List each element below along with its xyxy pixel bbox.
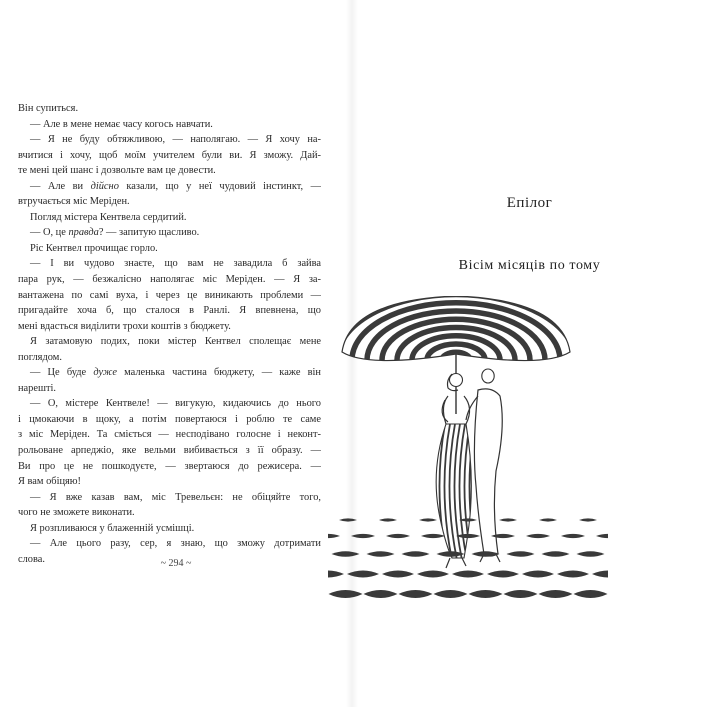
wave-shape xyxy=(339,518,357,521)
text-line: вантажена по самі вуха, і через це виникають проблеми — xyxy=(18,289,321,301)
wave-shape xyxy=(561,534,585,538)
left-page xyxy=(0,0,352,707)
text-run: казали, що у неї чудовий інстинкт, — xyxy=(118,180,321,192)
wave-shape xyxy=(504,590,538,598)
text-line: вчитися і хочу, щоб моїм учителем були ви. Я зможу. Дай- xyxy=(18,149,321,161)
wave-shape xyxy=(452,571,484,578)
text-line: Я розпливаюся у блаженній усмішці. xyxy=(30,522,195,534)
text-run: — Але ви xyxy=(30,180,91,192)
wave-shape xyxy=(332,551,360,557)
wave-shape xyxy=(382,571,414,578)
wave-shape xyxy=(367,551,395,557)
text-line: пригадайте хоча б, що сталося в Ранлі. Я впевнена, що xyxy=(18,305,321,317)
text-run: маленька частина бюджету, — каже він xyxy=(116,367,321,379)
man-head xyxy=(482,369,494,383)
wave-shape xyxy=(574,590,608,598)
wave-shape xyxy=(507,551,535,557)
text-line: нарешті. xyxy=(18,382,57,394)
text-line: — Я вже казав вам, міс Тревельєн: не обіцяйте того, xyxy=(30,491,321,503)
text-line: рольоване арпеджіо, яке вельми вибивається з її образу. — xyxy=(18,445,321,457)
woman-feet xyxy=(446,558,466,568)
text-line xyxy=(18,365,321,381)
text-line: втручається міс Меріден. xyxy=(18,196,130,208)
wave-shape xyxy=(402,551,430,557)
wave-shape xyxy=(539,590,573,598)
text-line: Ріс Кентвел прочищає горло. xyxy=(30,242,158,254)
wave-shape xyxy=(577,551,605,557)
umbrella-icon xyxy=(328,296,590,414)
wave-shape xyxy=(434,590,468,598)
text-line: пара рук, — безжалісно наполягає міс Меріден. — Я за- xyxy=(18,274,321,286)
text-line: слова. xyxy=(18,553,45,565)
wave-shape xyxy=(596,534,608,538)
man-figure xyxy=(466,369,502,562)
wave-shape xyxy=(417,571,449,578)
text-line: — О, містере Кентвеле! — вигукую, кидаючись до нього xyxy=(30,398,321,410)
wave-shape xyxy=(328,534,340,538)
wave-shape xyxy=(526,534,550,538)
wave-shape xyxy=(419,518,437,521)
text-line: — Але цього разу, сер, я знаю, що зможу дотримати xyxy=(30,538,321,550)
text-line: чого не зможете виконати. xyxy=(18,507,135,519)
wave-shape xyxy=(328,571,344,578)
wave-shape xyxy=(469,590,503,598)
text-run: — Це буде xyxy=(30,367,94,379)
body-text xyxy=(18,101,321,567)
italic-emphasis: правда xyxy=(68,227,99,239)
italic-emphasis: дійсно xyxy=(90,180,119,192)
wave-shape xyxy=(539,518,557,521)
wave-shape xyxy=(386,534,410,538)
wave-shape xyxy=(487,571,519,578)
chapter-title: Епілог xyxy=(506,195,553,211)
chapter-subtitle: Вісім місяців по тому xyxy=(458,258,601,273)
text-line: Я вам обіцяю! xyxy=(18,476,82,488)
text-line: поглядом. xyxy=(18,351,62,363)
text-line: Ви про це не пошкодуєте, — звертаюся до режисера. — xyxy=(18,460,321,472)
text-line: мені вдасться виділити трохи коштів з бюджету. xyxy=(18,320,231,332)
wave-shape xyxy=(499,518,517,521)
text-line: і цмокаючи в щоку, а потім повертаюся і роблю те саме xyxy=(18,413,321,425)
text-line: — І ви чудово знаєте, що вам не завадила б зайва xyxy=(30,258,321,270)
text-run: ? — запитую щасливо. xyxy=(98,227,200,239)
woman-with-umbrella-illustration xyxy=(328,296,608,606)
wave-shape xyxy=(542,551,570,557)
italic-emphasis: дуже xyxy=(93,367,117,379)
wave-shape xyxy=(329,590,363,598)
wave-shape xyxy=(522,571,554,578)
wave-shape xyxy=(592,571,608,578)
text-run: — О, це xyxy=(30,227,69,239)
wave-shape xyxy=(379,518,397,521)
wave-shape xyxy=(347,571,379,578)
text-line: — Але в мене немає часу когось навчати. xyxy=(30,118,213,130)
wave-shape xyxy=(351,534,375,538)
text-line: те мені цей шанс і дозвольте вам це довести. xyxy=(18,165,216,177)
text-line: Він супиться. xyxy=(18,103,79,114)
wave-shape xyxy=(579,518,597,521)
text-line: з міс Меріден. Та сміється — несподівано голосне і неконт- xyxy=(18,429,321,441)
man-coat xyxy=(474,389,502,556)
wave-shape xyxy=(364,590,398,598)
wave-shape xyxy=(557,571,589,578)
text-line: — Я не буду обтяжливою, — наполягаю. — Я хочу на- xyxy=(30,134,321,146)
wave-shape xyxy=(421,534,445,538)
wave-shape xyxy=(399,590,433,598)
text-line: Погляд містера Кентвела сердитий. xyxy=(30,211,187,223)
page-number: ~ 294 ~ xyxy=(160,558,192,569)
text-line xyxy=(18,179,321,195)
text-line: Я затамовую подих, поки містер Кентвел сполещає мене xyxy=(30,336,321,348)
text-line xyxy=(18,225,321,241)
